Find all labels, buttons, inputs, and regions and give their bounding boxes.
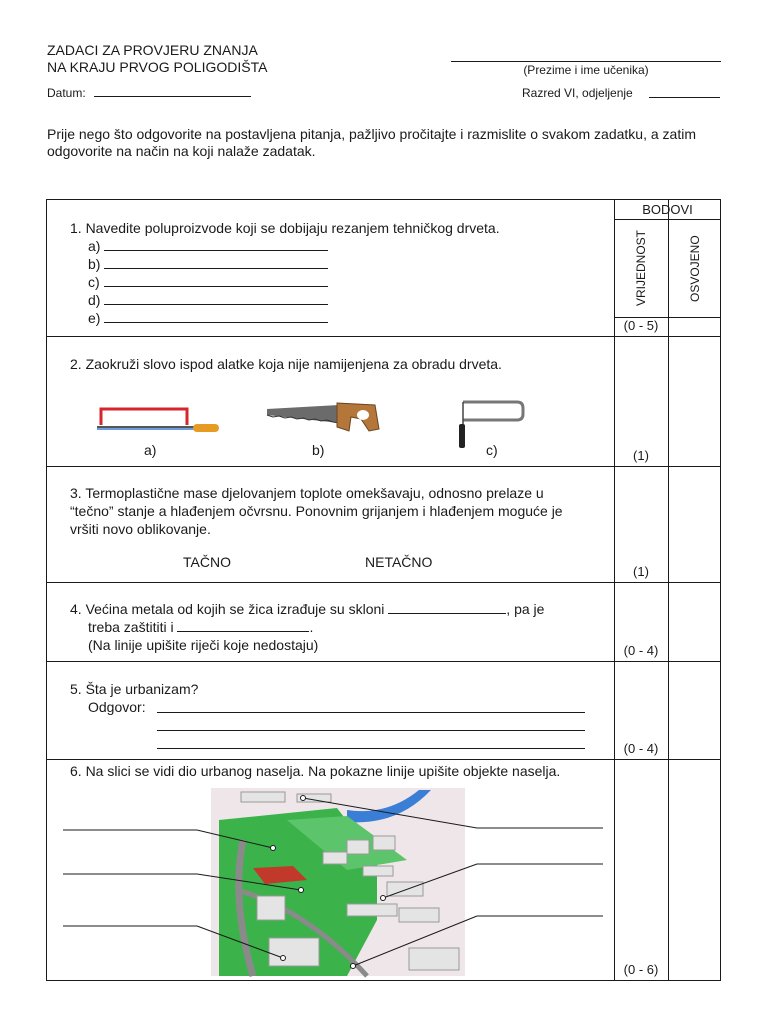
vrijednost-header: VRIJEDNOST bbox=[634, 229, 648, 306]
question-4-text-line2: treba zaštititi i bbox=[88, 619, 174, 635]
question-4-text-part2: , pa je bbox=[506, 601, 545, 617]
question-5-answer-label: Odgovor: bbox=[88, 699, 146, 715]
question-4-text-part1: 4. Većina metala od kojih se žica izrađuje su skloni bbox=[70, 601, 385, 617]
question-4-points: (0 - 4) bbox=[623, 643, 659, 658]
title-line-2: NA KRAJU PRVOG POLIGODIŠTA bbox=[47, 59, 268, 75]
question-6-points: (0 - 6) bbox=[623, 962, 659, 977]
answer-line-3[interactable] bbox=[157, 748, 585, 749]
questions-table bbox=[46, 199, 721, 981]
true-option[interactable]: TAČNO bbox=[183, 554, 231, 570]
question-3-text bbox=[70, 484, 570, 538]
worksheet-title bbox=[47, 42, 267, 76]
tool-label-b[interactable]: b) bbox=[312, 442, 325, 458]
row-divider bbox=[47, 759, 720, 760]
row-divider bbox=[47, 336, 720, 337]
option-label: c) bbox=[88, 274, 100, 290]
student-name-line[interactable] bbox=[451, 61, 721, 62]
question-5-points: (0 - 4) bbox=[623, 741, 659, 756]
answer-line-b[interactable] bbox=[104, 268, 328, 269]
option-label: d) bbox=[88, 292, 101, 308]
question-3-statement: 3. Termoplastične mase djelovanjem toplote omekšavaju, odnosno prelaze u “tečno” stanje a hlađenjem očvrsnu. Ponovnim grijanjem i hlađenjem moguće je vršiti novo oblikovanje. bbox=[70, 485, 563, 537]
option-label: b) bbox=[88, 256, 101, 272]
answer-line-2[interactable] bbox=[157, 730, 585, 731]
instructions: Prije nego što odgovorite na postavljena pitanja, pažljivo pročitajte i razmislite o svakom zadatku, a zatim odgovorite na način na koji nalaže zadatak. bbox=[47, 126, 696, 159]
false-option[interactable]: NETAČNO bbox=[365, 554, 433, 570]
question-1-text: 1. Navedite poluproizvode koji se dobijaju rezanjem tehničkog drveta. bbox=[70, 220, 500, 236]
question-1-options bbox=[88, 237, 328, 327]
hacksaw-icon[interactable] bbox=[95, 403, 223, 435]
row-divider bbox=[47, 582, 720, 583]
question-4-note: (Na linije upišite riječi koje nedostaju) bbox=[88, 637, 319, 653]
question-2-text: 2. Zaokruži slovo ispod alatke koja nije namijenjena za obradu drveta. bbox=[70, 356, 502, 372]
handsaw-icon[interactable] bbox=[265, 401, 383, 435]
question-4-line-2: treba zaštititi i . bbox=[88, 619, 314, 635]
bodovi-header-divider bbox=[614, 219, 720, 220]
question-5-text: 5. Šta je urbanizam? bbox=[70, 681, 199, 697]
question-4-line-1 bbox=[70, 600, 544, 618]
urban-settlement-illustration bbox=[47, 780, 613, 980]
osvojeno-header: OSVOJENO bbox=[688, 235, 702, 302]
tool-label-a[interactable]: a) bbox=[144, 442, 157, 458]
title-line-1: ZADACI ZA PROVJERU ZNANJA bbox=[47, 42, 258, 58]
option-label: a) bbox=[88, 238, 101, 254]
class-section-line[interactable] bbox=[649, 97, 720, 98]
answer-line-d[interactable] bbox=[104, 304, 328, 305]
tool-label-c[interactable]: c) bbox=[486, 442, 498, 458]
row-divider bbox=[47, 661, 720, 662]
question-3-points: (1) bbox=[633, 564, 649, 579]
answer-line-c[interactable] bbox=[104, 286, 328, 287]
blank-2[interactable] bbox=[177, 631, 309, 632]
question-6-text: 6. Na slici se vidi dio urbanog naselja. Na pokazne linije upišite objekte naselja. bbox=[70, 763, 561, 779]
answer-line-1[interactable] bbox=[157, 712, 585, 713]
date-line[interactable] bbox=[94, 96, 251, 97]
blank-1[interactable] bbox=[388, 613, 506, 614]
date-label: Datum: bbox=[47, 86, 86, 100]
class-label: Razred VI, odjeljenje bbox=[522, 86, 633, 100]
row-divider bbox=[47, 466, 720, 467]
question-1-points: (0 - 5) bbox=[623, 318, 659, 333]
answer-line-a[interactable] bbox=[104, 250, 328, 251]
bodovi-header: BODOVI bbox=[642, 202, 693, 217]
student-name-caption: (Prezime i ime učenika) bbox=[523, 63, 649, 77]
option-label: e) bbox=[88, 310, 101, 326]
answer-line-e[interactable] bbox=[104, 322, 328, 323]
question-2-points: (1) bbox=[633, 448, 649, 463]
